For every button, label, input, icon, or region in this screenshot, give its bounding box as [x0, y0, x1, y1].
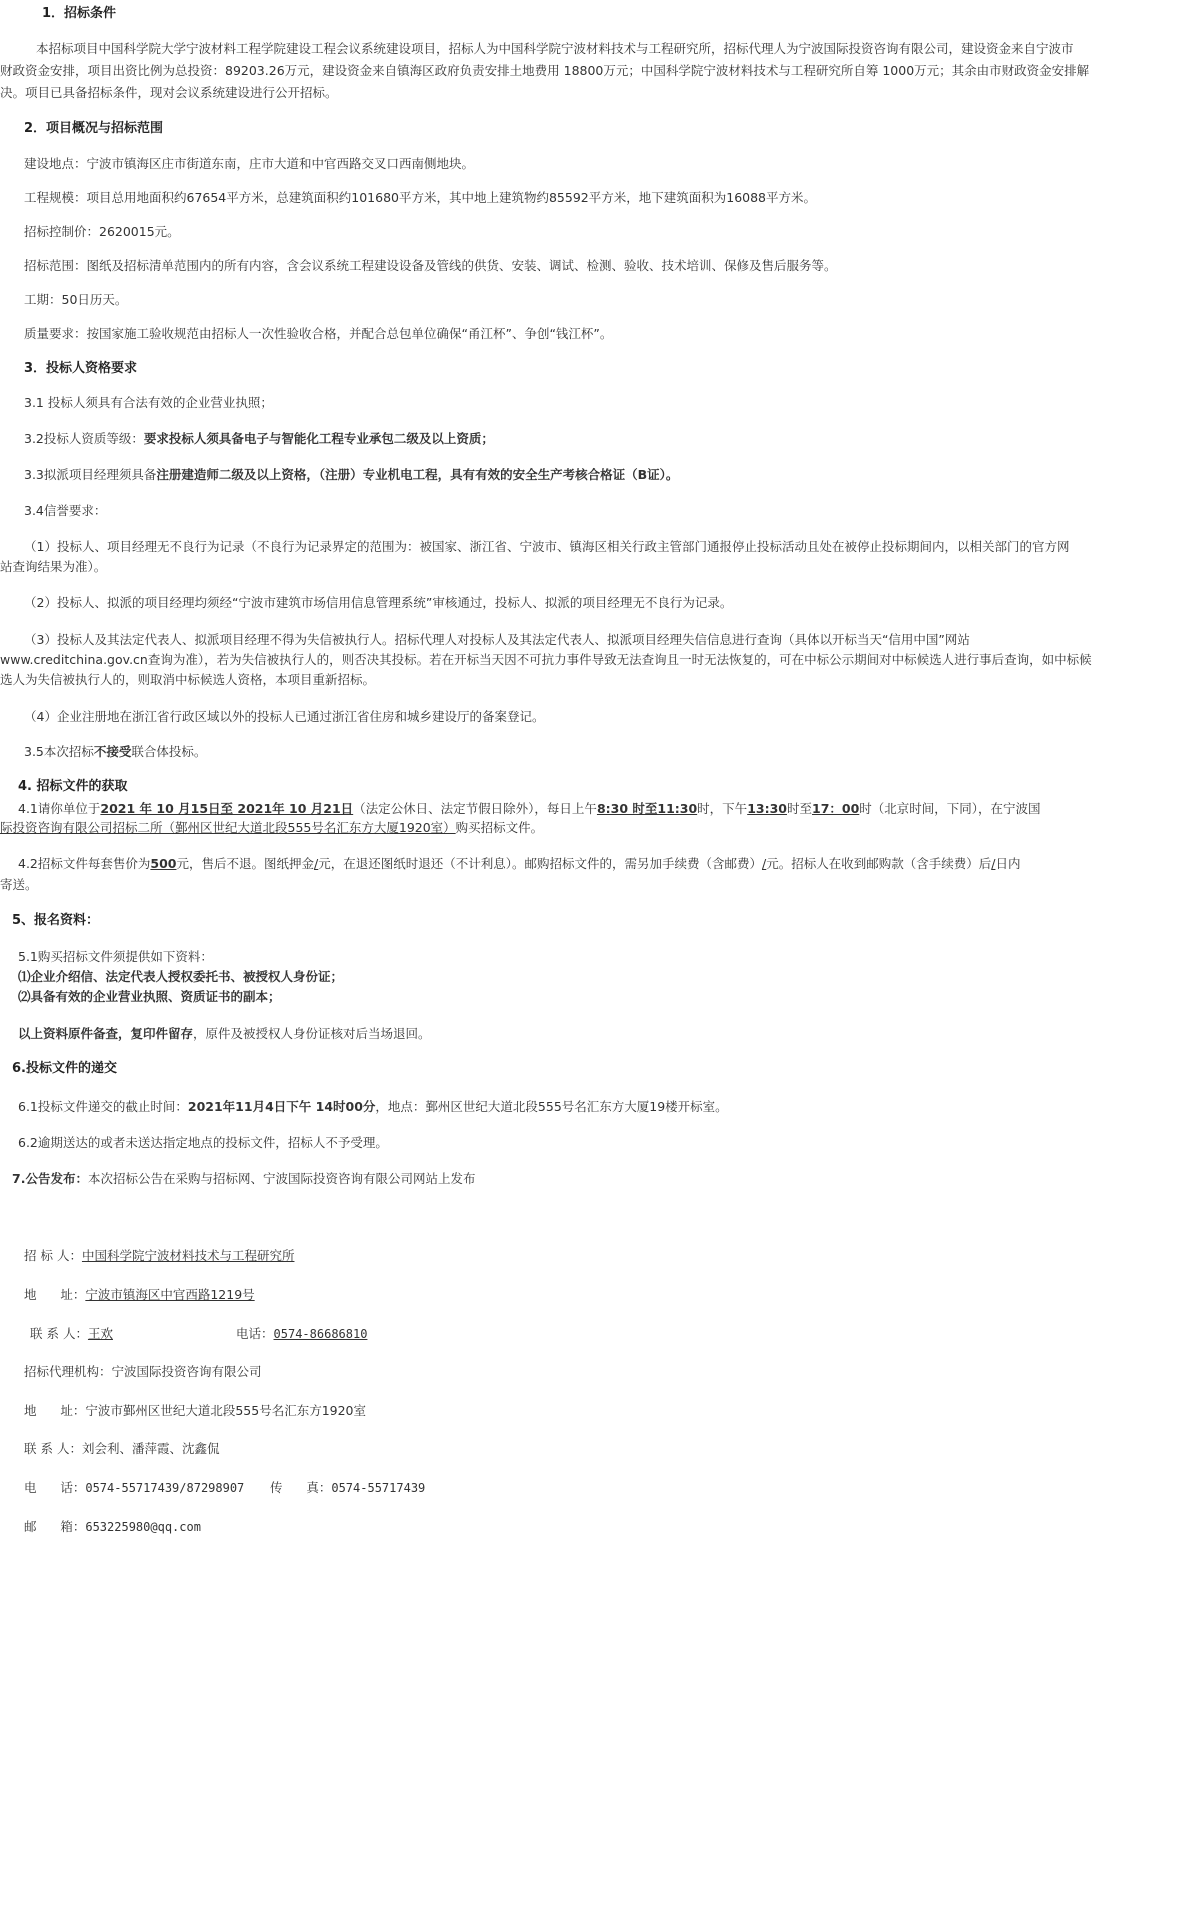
requirement-3-2-label: 3.2投标人资质等级： [24, 431, 144, 446]
requirement-3-3-label: 3.3拟派项目经理须具备 [24, 467, 157, 482]
acquisition-prefix: 4.1请你单位于 [18, 801, 101, 816]
tenderer-address-label: 地 址： [24, 1287, 86, 1302]
announcement [12, 1170, 475, 1188]
tenderer-name: 中国科学院宁波材料技术与工程研究所 [81, 1248, 295, 1263]
requirement-3-3-value: 注册建造师二级及以上资格，（注册）专业机电工程，具有有效的安全生产考核合格证（B证）。 [156, 467, 679, 482]
section-1-para-line-3: 决。项目已具备招标条件，现对会议系统建设进行公开招标。 [0, 85, 338, 100]
construction-site: 建设地点：宁波市镇海区庄市街道东南，庄市大道和中官西路交叉口西南侧地块。 [24, 156, 475, 171]
agency-name: 宁波国际投资咨询有限公司 [111, 1364, 262, 1379]
price-line-1 [18, 855, 1020, 873]
registration-note [18, 1025, 431, 1043]
agency-email-label: 邮 箱： [24, 1519, 86, 1534]
agency-fax-label: 传 真： [270, 1480, 332, 1495]
submission-deadline [18, 1098, 728, 1116]
tenderer-contact: 王欢 [87, 1326, 113, 1341]
registration-line-1: 5.1购买招标文件须提供如下资料： [18, 949, 213, 964]
requirement-3-2 [24, 430, 494, 448]
afternoon-to: 时至 [786, 801, 812, 816]
credit-clause-4: （4）企业注册地在浙江省行政区域以外的投标人已通过浙江省住房和城乡建设厅的备案登记。 [24, 709, 545, 724]
registration-item-1: ⑴企业介绍信、法定代表人授权委托书、被授权人身份证； [18, 969, 344, 984]
price-prefix: 4.2招标文件每套售价为 [18, 856, 151, 871]
late-submission-note: 6.2逾期送达的或者未送达指定地点的投标文件，招标人不予受理。 [18, 1135, 388, 1150]
tenderer-contact-label: 联 系 人： [30, 1326, 88, 1341]
requirement-3-5 [24, 743, 206, 761]
agency-phone-line [24, 1479, 244, 1497]
announcement-text: 本次招标公告在采购与招标网、宁波国际投资咨询有限公司网站上发布 [87, 1171, 476, 1186]
requirement-3-5-prefix: 3.5本次招标 [24, 744, 94, 759]
quality-requirement: 质量要求：按国家施工验收规范由招标人一次性验收合格，并配合总包单位确保“甬江杯”、争创“钱江杯”。 [24, 326, 613, 341]
afternoon-label: 时，下午 [697, 801, 748, 816]
section-5-heading: 5、报名资料： [12, 913, 100, 928]
section-2-heading: 2．项目概况与招标范围 [24, 121, 164, 136]
agency-address-label: 地 址： [24, 1403, 86, 1418]
agency-phone: 0574-55717439/87298907 [85, 1481, 245, 1495]
control-price: 招标控制价：2620015元。 [24, 224, 180, 239]
deadline-location: ，地点：鄞州区世纪大道北段555号名汇东方大厦19楼开标室。 [375, 1099, 728, 1114]
agency-fax: 0574-55717439 [331, 1481, 426, 1495]
section-7-heading: 7.公告发布： [12, 1171, 88, 1186]
tenderer-phone-label: 电话： [236, 1326, 274, 1341]
registration-item-2: ⑵具备有效的企业营业执照、资质证书的副本； [18, 989, 281, 1004]
section-1-para-line-1: 本招标项目中国科学院大学宁波材料工程学院建设工程会议系统建设项目，招标人为中国科学院宁波材料技术与工程研究所，招标代理人为宁波国际投资咨询有限公司，建设资金来自宁波市 [36, 41, 1074, 56]
registration-note-rest: ，原件及被授权人身份证核对后当场退回。 [193, 1026, 431, 1041]
agency-contacts: 刘会利、潘萍霞、沈鑫侃 [81, 1441, 220, 1456]
mail-fee-label: 元，在退还图纸时退还（不计利息）。邮购招标文件的，需另加手续费（含邮费） [318, 856, 762, 871]
morning-hours: 8:30 时至11:30 [596, 801, 698, 816]
mail-days-label: 元。招标人在收到邮购款（含手续费）后 [766, 856, 992, 871]
agency-label: 招标代理机构： [24, 1364, 112, 1379]
credit-clause-3-line-3: 选人为失信被执行人的，则取消中标候选人资格，本项目重新招标。 [0, 672, 376, 687]
requirement-3-2-value: 要求投标人须具备电子与智能化工程专业承包二级及以上资质； [143, 431, 494, 446]
credit-clause-1-line-1: （1）投标人、项目经理无不良行为记录（不良行为记录界定的范围为：被国家、浙江省、宁波市、镇海区相关行政主管部门通报停止投标活动且处在被停止投标期间内，以相关部门的官方网 [24, 539, 1070, 554]
requirement-3-1: 3.1 投标人须具有合法有效的企业营业执照； [24, 395, 273, 410]
agency-contact-label: 联 系 人： [24, 1441, 82, 1456]
credit-clause-1-line-2: 站查询结果为准）。 [0, 559, 107, 574]
afternoon-end: 17：00 [812, 801, 860, 816]
construction-period: 工期：50日历天。 [24, 292, 128, 307]
deposit-label: 元，售后不退。图纸押金 [176, 856, 314, 871]
registration-note-emphasis: 以上资料原件备查，复印件留存 [18, 1026, 194, 1041]
credit-clause-2: （2）投标人、拟派的项目经理均须经“宁波市建筑市场信用信息管理系统”审核通过，投标人、拟派的项目经理无不良行为记录。 [24, 595, 733, 610]
requirement-3-3 [24, 466, 678, 484]
acquisition-line-2 [0, 819, 543, 837]
agency-fax-line [270, 1479, 425, 1497]
requirement-3-4: 3.4信誉要求： [24, 503, 107, 518]
requirement-3-5-suffix: 联合体投标。 [131, 744, 207, 759]
agency-contact-line [24, 1440, 219, 1458]
tenderer-phone: 0574-86686810 [273, 1327, 368, 1341]
tenderer-line [24, 1247, 294, 1265]
section-1-heading: 1．招标条件 [42, 6, 117, 21]
price-line-2: 寄送。 [0, 877, 38, 892]
mail-fee-value: / [761, 856, 767, 871]
agency-address-line [24, 1402, 366, 1420]
deposit-value: / [314, 856, 319, 871]
agency-email-line [24, 1518, 201, 1536]
document-price: 500 [150, 856, 177, 871]
acquisition-suffix: 购买招标文件。 [455, 820, 544, 835]
agency-phone-label: 电 话： [24, 1480, 86, 1495]
mail-days-value: / [991, 856, 996, 871]
mail-days-suffix: 日内 [995, 856, 1021, 871]
afternoon-start: 13:30 [747, 801, 787, 816]
credit-clause-3-line-2: www.creditchina.gov.cn查询为准），若为失信被执行人的，则否决其投标。若在开标当天因不可抗力事件导致无法查询且一时无法恢复的，可在中标公示期间对中标候选人进行事后查询，如中标候 [0, 652, 1092, 667]
requirement-3-5-emphasis: 不接受 [93, 744, 132, 759]
acquisition-location-prefix: 时（北京时间，下同），在宁波国 [859, 801, 1041, 816]
agency-email: 653225980@qq.com [85, 1520, 201, 1534]
deadline-label: 6.1投标文件递交的截止时间： [18, 1099, 188, 1114]
section-3-heading: 3．投标人资格要求 [24, 361, 138, 376]
tenderer-contact-line [30, 1325, 113, 1343]
tender-scope: 招标范围：图纸及招标清单范围内的所有内容，含会议系统工程建设设备及管线的供货、安装、调试、检测、验收、技术培训、保修及售后服务等。 [24, 258, 837, 273]
tenderer-address-line [24, 1286, 255, 1304]
deadline-value: 2021年11月4日下午 14时00分 [187, 1099, 376, 1114]
credit-clause-3-line-1: （3）投标人及其法定代表人、拟派项目经理不得为失信被执行人。招标代理人对投标人及其法定代表人、拟派项目经理失信信息进行查询（具体以开标当天“信用中国”网站 [24, 632, 970, 647]
section-6-heading: 6.投标文件的递交 [12, 1061, 117, 1076]
project-scale: 工程规模：项目总用地面积约67654平方米，总建筑面积约101680平方米，其中地上建筑物约85592平方米，地下建筑面积为16088平方米。 [24, 190, 817, 205]
agency-line [24, 1363, 262, 1381]
tenderer-phone-line [236, 1325, 367, 1343]
acquisition-location: 际投资咨询有限公司招标二所（鄞州区世纪大道北段555号名汇东方大厦1920室） [0, 820, 456, 835]
agency-address: 宁波市鄞州区世纪大道北段555号名汇东方1920室 [85, 1403, 367, 1418]
acquisition-line-1 [18, 800, 1041, 818]
acquisition-dates: 2021 年 10 月15日至 2021年 10 月21日 [100, 801, 354, 816]
acquisition-note: （法定公休日、法定节假日除外），每日上午 [353, 801, 597, 816]
tenderer-label: 招 标 人： [24, 1248, 82, 1263]
tenderer-address: 宁波市镇海区中官西路1219号 [85, 1287, 255, 1302]
section-4-heading: 4. 招标文件的获取 [18, 779, 128, 794]
section-1-para-line-2: 财政资金安排，项目出资比例为总投资：89203.26万元，建设资金来自镇海区政府负责安排土地费用 18800万元；中国科学院宁波材料技术与工程研究所自筹 1000万元；其余由市财政资金安排解 [0, 63, 1090, 78]
